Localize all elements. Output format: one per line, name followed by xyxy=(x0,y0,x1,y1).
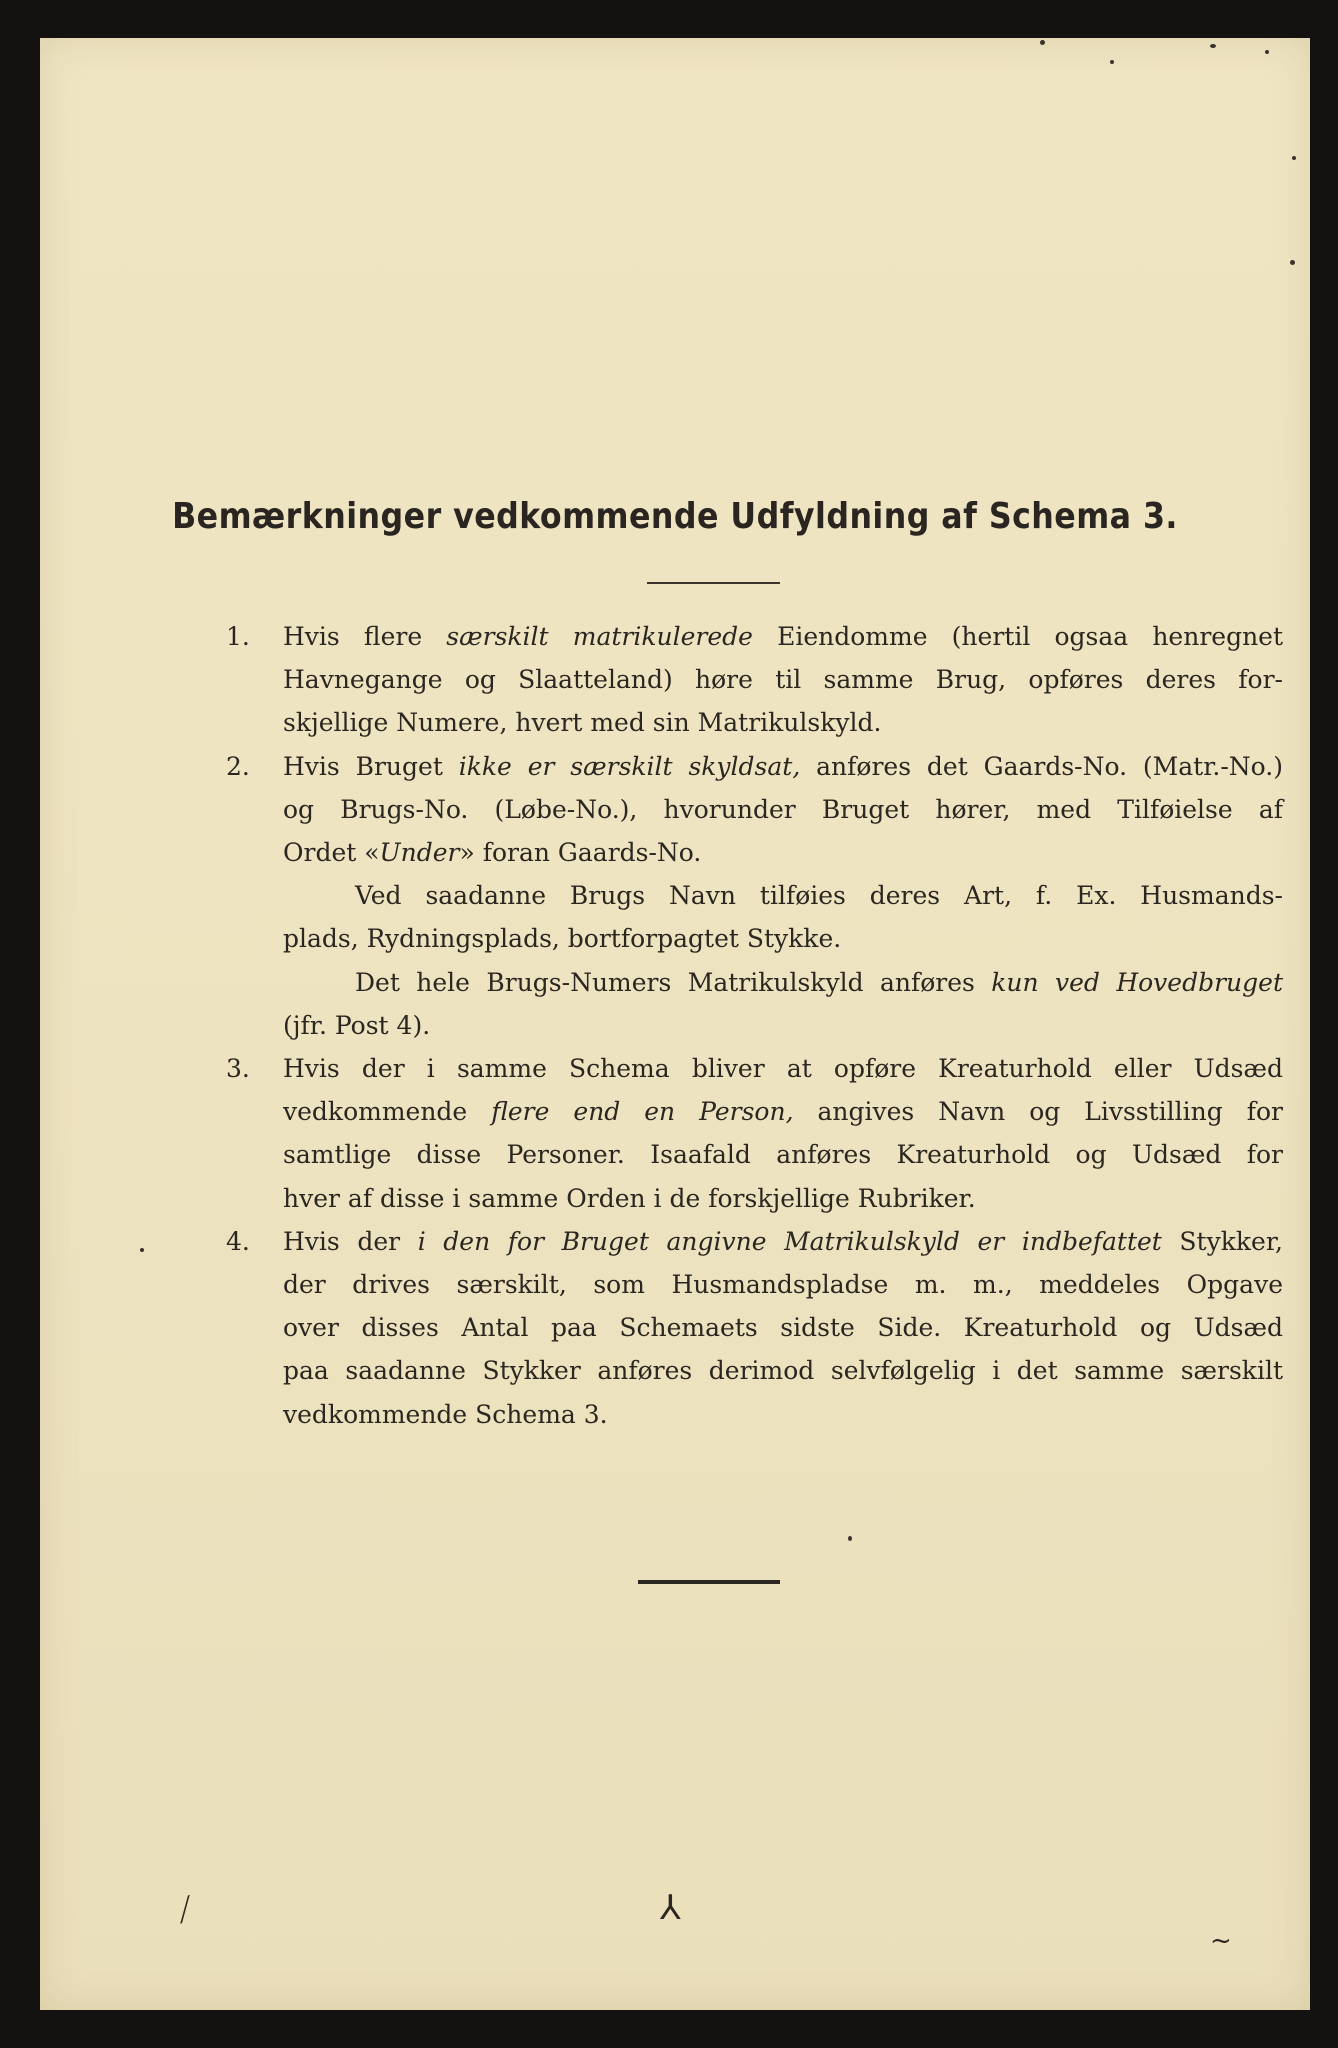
end-divider xyxy=(638,1580,780,1584)
ink-speck xyxy=(848,1536,852,1541)
text-run: » foran Gaards-No. xyxy=(459,838,702,867)
text-line xyxy=(283,708,1283,737)
page-title: Bemærkninger vedkommende Udfyldning af Schema 3. xyxy=(172,496,1178,537)
text-line xyxy=(283,1054,1283,1083)
italic-text: særskilt matrikulerede xyxy=(446,622,753,651)
text-run: Det hele Brugs-Numers Matrikulskyld anføres xyxy=(355,967,992,997)
text-run: plads, Rydningsplads, bortforpagtet Stykke. xyxy=(283,924,842,954)
italic-text: Under xyxy=(379,838,460,867)
pencil-mark: ⅄ xyxy=(660,1888,681,1928)
text-run: anføres det Gaards-No. (Matr.-No.) xyxy=(800,751,1283,781)
text-run: vedkommende xyxy=(283,1097,492,1127)
text-line xyxy=(283,1400,1283,1429)
text-line xyxy=(355,881,1283,910)
text-line xyxy=(283,1227,1283,1256)
text-line xyxy=(283,752,1283,781)
text-run: over disses Antal paa Schemaets sidste Side. Kreaturhold og Udsæd xyxy=(283,1313,1283,1343)
ink-speck xyxy=(1040,40,1045,45)
text-line xyxy=(283,1313,1283,1342)
italic-text: ikke er særskilt skyldsat, xyxy=(458,751,801,781)
text-line xyxy=(283,1356,1283,1385)
text-line xyxy=(283,838,1283,867)
item-number: 3. xyxy=(226,1054,250,1083)
text-run: Stykker, xyxy=(1161,1226,1283,1256)
text-line xyxy=(283,665,1283,694)
text-line xyxy=(283,795,1283,824)
pencil-mark: ~ xyxy=(1210,1926,1232,1956)
text-run: samtlige disse Personer. Isaafald anføres Kreaturhold og Udsæd for xyxy=(283,1140,1283,1170)
text-run: Hvis flere xyxy=(283,622,447,651)
text-run: der drives særskilt, som Husmandspladse m. m., meddeles Opgave xyxy=(283,1270,1283,1299)
ink-speck xyxy=(140,1248,144,1252)
text-run: hver af disse i samme Orden i de forskjellige Rubriker. xyxy=(283,1183,976,1213)
text-run: (jfr. Post 4). xyxy=(283,1010,431,1040)
italic-text: flere end en Person, xyxy=(491,1097,794,1127)
ink-speck xyxy=(1290,260,1295,265)
document-page xyxy=(40,38,1310,2010)
instructions-body xyxy=(40,38,1310,2010)
italic-text: i den for Bruget angivne Matrikulskyld er indbefattet xyxy=(417,1226,1162,1256)
text-line xyxy=(283,1011,1283,1040)
text-run: paa saadanne Stykker anføres derimod selvfølgelig i det samme særskilt xyxy=(283,1356,1283,1386)
ink-speck xyxy=(1110,60,1114,64)
item-number: 4. xyxy=(226,1226,250,1256)
text-run: Hvis der i samme Schema bliver at opføre Kreaturhold eller Udsæd xyxy=(283,1054,1283,1083)
text-line xyxy=(283,1270,1283,1299)
text-run: og Brugs-No. (Løbe-No.), hvorunder Bruget hører, med Tilføielse af xyxy=(283,794,1283,824)
text-line xyxy=(283,924,1283,953)
text-run: angives Navn og Livsstilling for xyxy=(793,1097,1283,1127)
ink-speck xyxy=(1265,50,1269,54)
text-line xyxy=(283,1184,1283,1213)
ink-speck xyxy=(1292,156,1296,160)
pencil-mark: ⟋ xyxy=(168,1890,203,1931)
text-line xyxy=(283,622,1283,651)
item-number: 2. xyxy=(226,751,250,781)
text-run: Ved saadanne Brugs Navn tilføies deres Art, f. Ex. Husmands- xyxy=(355,881,1283,911)
text-run: Ordet « xyxy=(283,838,380,867)
italic-text: kun ved Hovedbruget xyxy=(991,967,1283,997)
text-run: Eiendomme (hertil ogsaa henregnet xyxy=(752,622,1284,651)
ink-speck xyxy=(1210,44,1216,48)
text-run: Hvis Bruget xyxy=(283,751,459,781)
text-run: skjellige Numere, hvert med sin Matrikulskyld. xyxy=(283,708,882,738)
text-run: vedkommende Schema 3. xyxy=(283,1399,608,1429)
text-run: Hvis der xyxy=(283,1226,418,1256)
text-line xyxy=(355,968,1283,997)
text-line xyxy=(283,1140,1283,1169)
text-line xyxy=(283,1097,1283,1126)
item-number: 1. xyxy=(226,622,250,651)
text-run: Havnegange og Slaatteland) høre til samme Brug, opføres deres for- xyxy=(283,665,1283,695)
